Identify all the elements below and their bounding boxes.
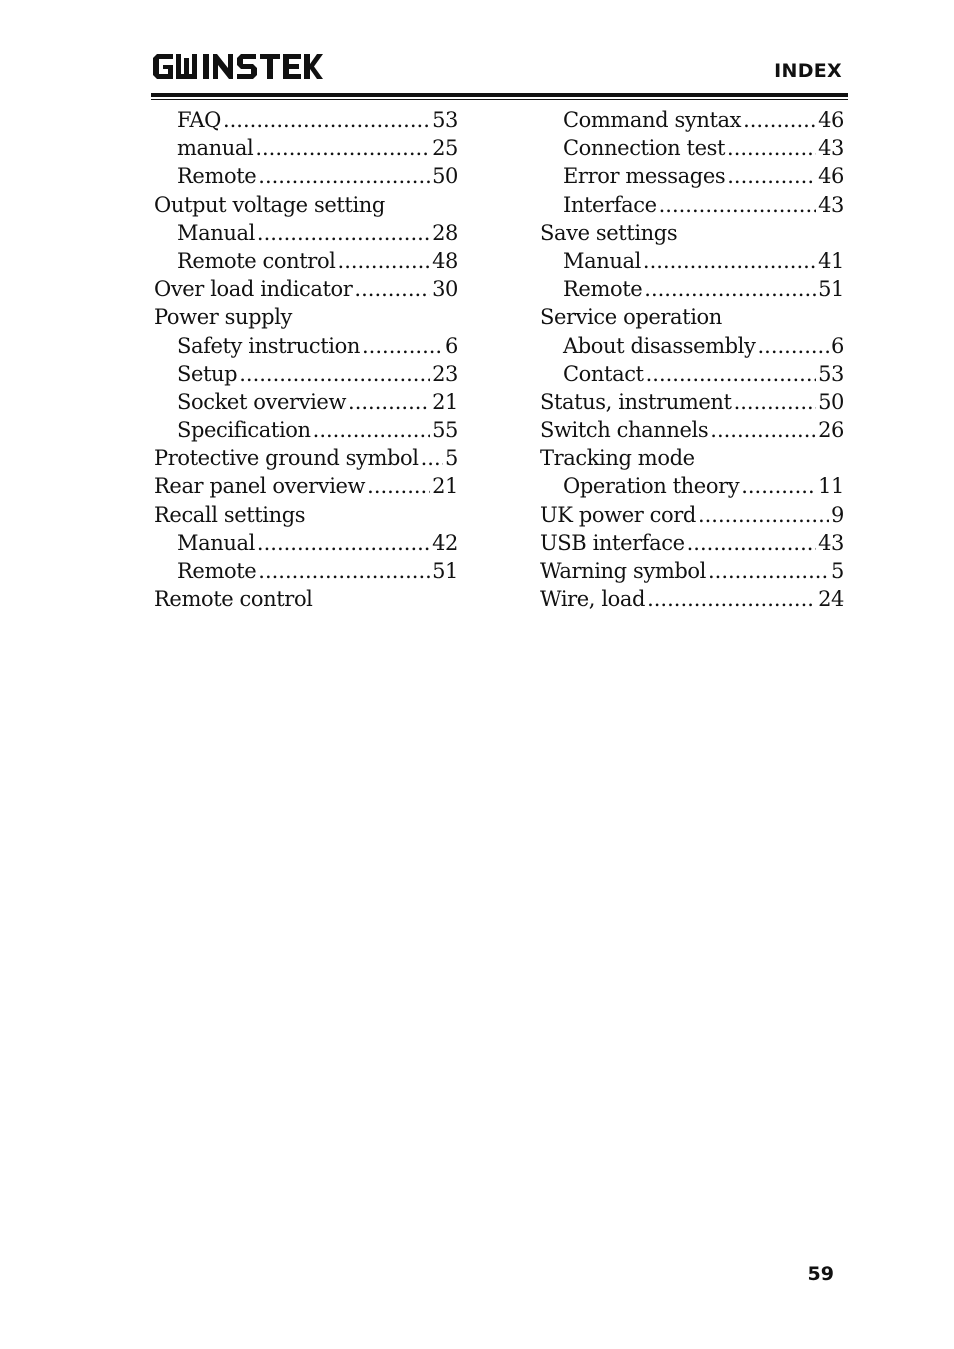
index-page-ref: 25 [432,136,458,161]
index-entry [154,249,458,277]
dot-leader [727,164,816,188]
index-term: Output voltage setting [154,192,385,217]
index-entry [154,362,458,390]
index-page-ref: 21 [432,474,458,499]
index-page-ref: 9 [831,502,844,527]
index-page-ref: 21 [432,389,458,414]
index-term: Remote [177,559,257,583]
index-term: Over load indicator [154,277,353,302]
index-entry [154,277,458,305]
index-term: Interface [563,192,657,217]
index-entry [154,559,458,587]
index-term: Warning symbol [540,559,706,583]
dot-leader [646,362,816,386]
index-entry [154,418,458,446]
dot-leader [354,277,430,301]
index-term: Service operation [540,305,722,330]
index-page-ref: 5 [831,559,844,583]
index-entry [540,221,844,249]
index-column-right [540,108,844,615]
index-page-ref: 50 [432,164,458,189]
index-term: Manual [177,530,255,555]
dot-leader [659,193,816,217]
index-entry [540,503,844,531]
index-term: Remote control [177,248,336,273]
index-entry [540,587,844,615]
index-entry [540,418,844,446]
index-page-ref: 23 [432,361,458,386]
index-entry [540,334,844,362]
index-term: FAQ [177,108,221,132]
index-page-ref: 48 [432,248,458,273]
index-page-ref: 11 [818,474,844,499]
index-term: Power supply [154,305,293,330]
gw-instek-logo-mark [153,54,323,84]
index-term: Status, instrument [540,389,732,414]
index-page-ref: 53 [818,361,844,386]
index-term: Protective ground symbol [154,446,419,471]
dot-leader [338,249,431,273]
index-page-ref: 26 [818,418,844,443]
index-page-ref: 51 [818,277,844,302]
index-entry [540,108,844,136]
index-entry [540,305,844,333]
index-entry [154,164,458,192]
dot-leader [367,474,430,498]
index-column-left [154,108,458,615]
dot-leader [647,587,816,611]
index-entry [154,390,458,418]
index-term: Remote [563,277,643,302]
dot-leader [708,559,829,583]
dot-leader [239,362,430,386]
dot-leader [258,164,430,188]
dot-leader [698,503,829,527]
header-rule-thick [151,93,848,97]
index-entry [154,108,458,136]
dot-leader [362,334,443,358]
index-entry [540,559,844,587]
header-rule-thin [151,99,848,100]
index-entry [540,164,844,192]
dot-leader [258,559,430,583]
index-page-ref: 51 [432,559,458,583]
dot-leader [257,531,430,555]
index-entry [540,362,844,390]
index-term: Manual [563,248,641,273]
index-entry [540,474,844,502]
dot-leader [257,221,430,245]
index-page-ref: 43 [818,192,844,217]
dot-leader [255,136,430,160]
page-number: 59 [807,1263,834,1285]
index-term: Setup [177,361,238,386]
section-title: INDEX [774,60,842,82]
index-term: Manual [177,220,255,245]
dot-leader [644,277,816,301]
index-page-ref: 50 [818,389,844,414]
index-page-ref: 43 [818,136,844,161]
gw-instek-logo [153,54,323,84]
index-term: Safety instruction [177,333,360,358]
index-page-ref: 28 [432,220,458,245]
index-entry [154,474,458,502]
index-page-ref: 55 [432,418,458,443]
index-entry [154,305,458,333]
dot-leader [687,531,816,555]
index-entry [154,446,458,474]
dot-leader [741,474,816,498]
index-entry [154,503,458,531]
index-term: About disassembly [563,333,756,358]
index-term: Recall settings [154,502,306,527]
index-term: Wire, load [540,587,646,612]
dot-leader [710,418,816,442]
index-term: Switch channels [540,418,709,443]
index-page-ref: 43 [818,530,844,555]
index-page-ref: 46 [818,108,844,132]
index-entry [154,136,458,164]
index-term: Contact [563,361,644,386]
dot-leader [743,108,816,132]
dot-leader [348,390,430,414]
index-term: manual [177,136,254,161]
index-page-ref: 30 [432,277,458,302]
index-term: Save settings [540,220,678,245]
index-entry [154,531,458,559]
index-term: Command syntax [563,108,742,132]
index-entry [154,587,458,615]
dot-leader [727,136,816,160]
dot-leader [223,108,430,132]
index-entry [154,334,458,362]
index-page-ref: 6 [445,333,458,358]
index-term: Rear panel overview [154,474,366,499]
dot-leader [643,249,816,273]
index-page-ref: 6 [831,333,844,358]
index-entry [154,221,458,249]
index-entry [540,193,844,221]
index-term: Error messages [563,164,726,189]
index-term: Remote control [154,587,313,612]
index-page-ref: 42 [432,530,458,555]
index-page-ref: 53 [432,108,458,132]
index-term: Socket overview [177,389,347,414]
index-entry [154,193,458,221]
index-term: UK power cord [540,502,696,527]
index-page-ref: 5 [445,446,458,471]
index-entry [540,277,844,305]
index-page-ref: 24 [818,587,844,612]
dot-leader [421,446,443,470]
index-term: Remote [177,164,257,189]
index-term: USB interface [540,530,685,555]
index-term: Operation theory [563,474,740,499]
index-term: Tracking mode [540,446,695,471]
index-page-ref: 46 [818,164,844,189]
index-entry [540,249,844,277]
index-entry [540,136,844,164]
index-entry [540,390,844,418]
dot-leader [757,334,829,358]
dot-leader [313,418,430,442]
index-term: Connection test [563,136,726,161]
index-entry [540,446,844,474]
index-page-ref: 41 [818,248,844,273]
dot-leader [734,390,817,414]
index-term: Specification [177,418,311,443]
index-entry [540,531,844,559]
